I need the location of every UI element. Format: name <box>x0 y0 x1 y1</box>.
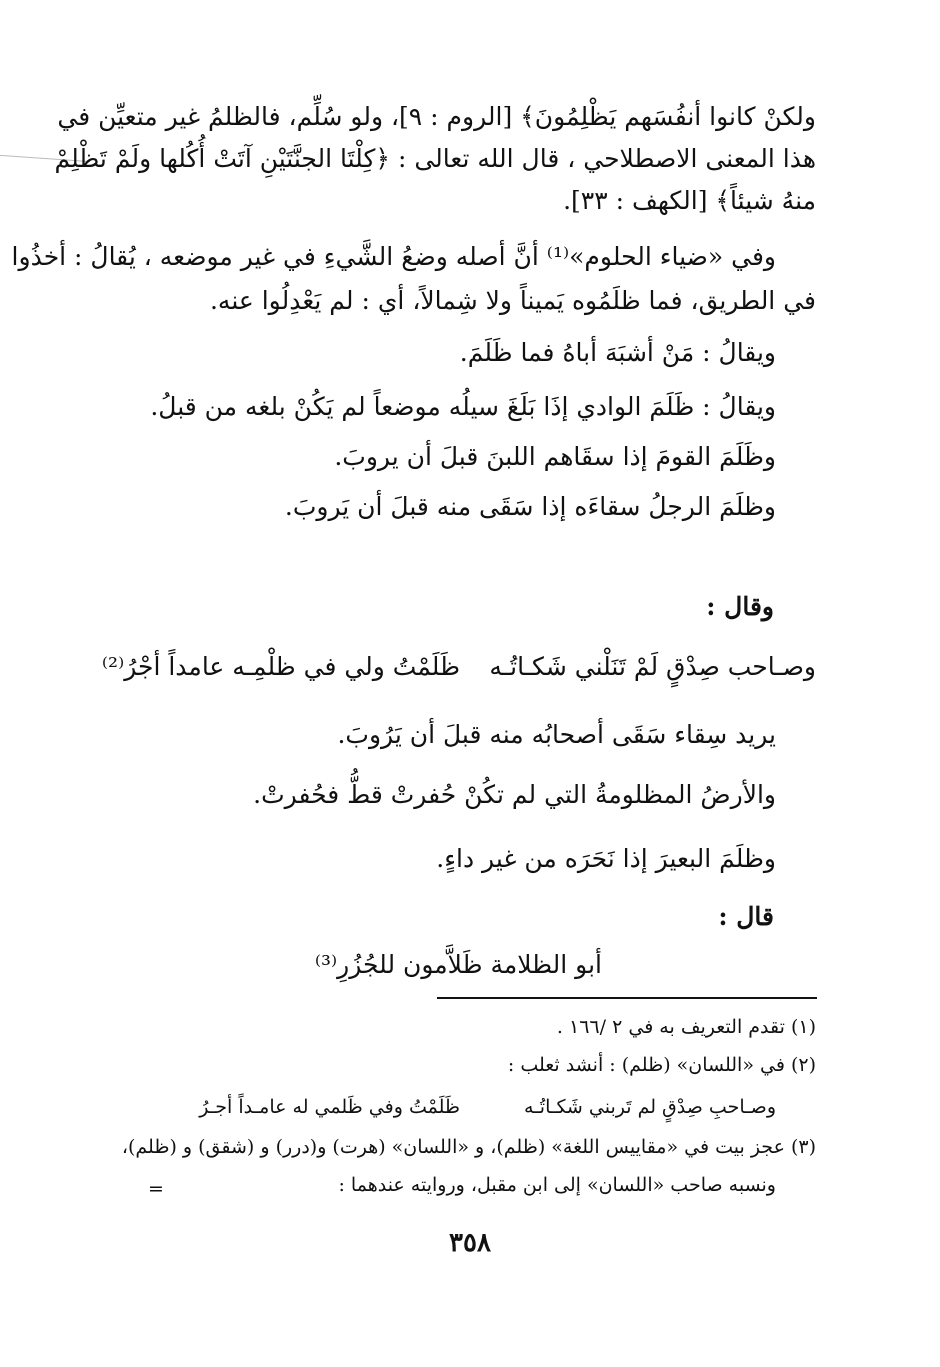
qala-heading-2: قال : <box>718 902 774 931</box>
continuation-mark: = <box>148 1178 164 1200</box>
body-line-4: وفي «ضياء الحلوم»⁽¹⁾ أنَّ أصله وضعُ الشَّيءِ في غير موضعه ، يُقالُ : أخذُوا <box>11 242 776 271</box>
body-line-2: هذا المعنى الاصطلاحي ، قال الله تعالى : ﴿كِلْتَا الجنَّتَيْنِ آتَتْ أُكُلها ولَمْ تَظْلِمْ <box>54 144 816 173</box>
page-number: ٣٥٨ <box>449 1228 491 1258</box>
body-line-12: وظلَمَ البعيرَ إذا نَحَرَه من غير داءٍ. <box>436 844 776 873</box>
body-line-11: والأرضُ المظلومةُ التي لم تكُنْ حُفرتْ قطُّ فحُفرتْ. <box>253 780 776 809</box>
body-line-6: ويقالُ : مَنْ أشبَهَ أباهُ فما ظَلَمَ. <box>459 338 776 367</box>
footnote-2-verse-second: ظَلَمْتُ وفي ظَلمي له عامـداً أجـرُ <box>199 1096 460 1118</box>
footnote-2: (٢) في «اللسان» (ظلم) : أنشد ثعلب : <box>507 1054 816 1076</box>
qala-heading-1: وقال : <box>706 592 774 621</box>
footnote-3-line-1: (٣) عجز بيت في «مقاييس اللغة» (ظلم)، و «اللسان» (هرت) و(درر) و (شقق) و (ظلم)، <box>121 1136 816 1158</box>
body-line-1: ولكنْ كانوا أنفُسَهم يَظْلِمُونَ﴾ [الروم : ٩]، ولو سُلِّم، فالظلمُ غير متعيِّن في <box>57 102 816 131</box>
footnote-1: (١) تقدم التعريف به في ٢ /١٦٦ . <box>556 1016 816 1038</box>
verse-1-first-hemistich: وصـاحب صِدْقٍ لَمْ تَنَلْني شَكـاتُـه <box>489 652 816 681</box>
body-line-9: وظلَمَ الرجلُ سقاءَه إذا سَقَى منه قبلَ أن يَروبَ. <box>284 492 776 521</box>
footnote-separator <box>437 997 817 999</box>
body-line-3: منهُ شيئاً﴾ [الكهف : ٣٣]. <box>563 186 816 215</box>
body-line-8: وظَلَمَ القومَ إذا سقَاهم اللبنَ قبلَ أن يروبَ. <box>334 442 776 471</box>
footnote-3-line-2: ونسبه صاحب «اللسان» إلى ابن مقبل، وروايته عندهما : <box>338 1174 776 1196</box>
body-line-10: يريد سِقاء سَقَى أصحابُه منه قبلَ أن يَرُوبَ. <box>337 720 776 749</box>
body-line-7: ويقالُ : ظَلَمَ الوادي إذَا بَلَغَ سيلُه موضعاً لم يَكُنْ بلغه من قبلُ. <box>150 392 776 421</box>
footnote-2-verse-first: وصـاحبِ صِدْقٍ لم تَربني شَكـاتُـه <box>524 1096 776 1118</box>
verse-2: أبو الظلامة ظَلاَّمون للجُزُرِ⁽³⁾ <box>314 950 602 979</box>
body-line-5: في الطريق، فما ظلَمُوه يَميناً ولا شِمالاً، أي : لم يَعْدِلُوا عنه. <box>209 286 816 315</box>
verse-1-second-hemistich: ظَلَمْتُ ولي في ظلْمِـه عامداً أجْرُ⁽²⁾ <box>101 652 460 681</box>
